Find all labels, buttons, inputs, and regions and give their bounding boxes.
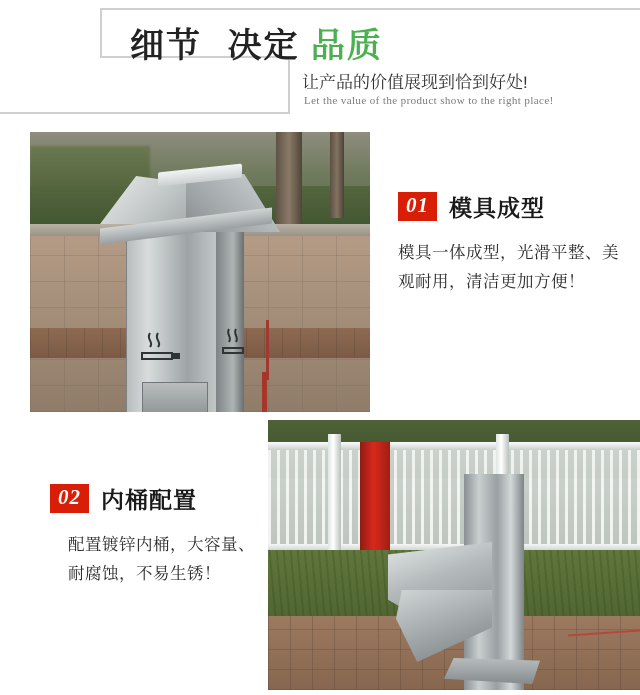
photo1-tree-trunk <box>276 132 302 232</box>
page-subtitle-cn: 让产品的价值展现到恰到好处! <box>302 73 528 92</box>
feature-2-title: 内桶配置 <box>101 487 197 513</box>
photo2-fence-rail-top <box>268 442 640 450</box>
header-rule-top <box>100 8 640 10</box>
feature-2-description: 配置镀锌内桶，大容量、耐腐蚀，不易生锈！ <box>68 536 255 583</box>
feature-2-number-badge: 02 <box>50 484 89 512</box>
feature-1-number-badge: 01 <box>398 192 437 220</box>
feature-1-description: 模具一体成型，光滑平整、美观耐用，清洁更加方便！ <box>398 244 619 291</box>
photo1-bin-side-panel <box>216 228 244 412</box>
feature-section-1 <box>0 122 640 417</box>
feature-2-text <box>50 482 262 589</box>
product-photo-ashtray-bin <box>30 132 370 412</box>
page-title <box>130 18 383 67</box>
header-rule-bottom <box>0 112 290 114</box>
photo1-tree-trunk-2 <box>330 132 344 218</box>
feature-2-heading <box>50 482 262 515</box>
header-rule-left <box>100 8 102 56</box>
page-header <box>0 0 640 120</box>
page-title-part1: 细节 <box>130 27 202 65</box>
cigarette-icon <box>220 322 250 360</box>
photo1-bin-ash-slot <box>142 382 208 412</box>
photo2-fence-post-left <box>328 434 341 560</box>
page-subtitle-en: Let the value of the product show to the right place! <box>304 95 554 107</box>
page-title-accent: 品质 <box>310 27 383 65</box>
feature-1-heading <box>398 190 628 223</box>
page-title-part2: 决定 <box>227 27 300 65</box>
feature-1-text <box>398 190 628 297</box>
photo1-bin-side-seam <box>266 320 269 380</box>
photo1-bin-red-accent <box>262 372 267 412</box>
product-photo-bin-outdoor <box>268 420 640 690</box>
cigarette-icon <box>138 327 184 367</box>
header-rule-vertical <box>288 60 290 114</box>
photo2-white-fence <box>268 446 640 550</box>
feature-1-title: 模具成型 <box>449 195 545 221</box>
feature-section-2 <box>0 420 640 695</box>
